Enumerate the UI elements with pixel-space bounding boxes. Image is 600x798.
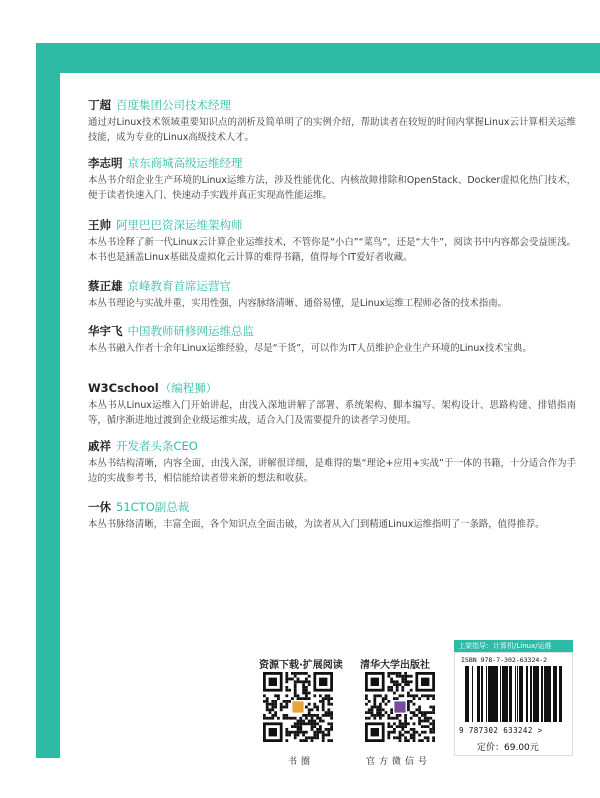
review-text: 本丛书诠释了新一代Linux云计算企业运维技术，不管你是“小白”“菜鸟”，还是“大牛”，阅读书中内容都会受益匪浅。本书也是涵盖Linux基础及虚拟化云计算的难得书籍，值得每个IT爱好者收藏。 <box>88 237 576 263</box>
reviewer-title: （编程狮） <box>159 381 218 395</box>
review-heading <box>88 217 576 233</box>
reviewer-title: 京峰教育首席运营官 <box>127 279 231 293</box>
review-text: 本丛书脉络清晰，丰富全面，各个知识点全面击破，为读者从入门到精通Linux运维指明了一条路，值得推荐。 <box>88 519 545 530</box>
price: 定价：69.00元 <box>477 743 539 753</box>
barcode-box <box>454 652 573 756</box>
qr-left-caption: 资源下载·扩展阅读 <box>259 660 343 671</box>
review-w3cschool <box>88 380 576 428</box>
qr-right-caption: 清华大学出版社 <box>360 660 430 671</box>
reviewer-title: 开发者头条CEO <box>116 439 198 453</box>
frame-left-bar <box>36 43 60 758</box>
reviewer-name: 李志明 <box>88 156 123 170</box>
qr-code-right <box>365 672 435 742</box>
qr-code-left <box>263 672 333 742</box>
reviewer-name: 蔡正雄 <box>88 279 123 293</box>
review-cai-zhengxiong <box>88 278 576 311</box>
review-li-zhiming <box>88 155 576 203</box>
reviewer-name: 戚祥 <box>88 439 111 453</box>
review-text: 本丛书结构清晰，内容全面，由浅入深，讲解很详细，是难得的集“理论+应用+实战”于一体的书籍，十分适合作为手边的实战参考书，相信能给读者带来新的想法和收获。 <box>88 458 576 484</box>
reviewer-title: 京东商城高级运维经理 <box>127 156 243 170</box>
reviewer-title: 百度集团公司技术经理 <box>116 98 231 112</box>
reviewer-title: 阿里巴巴资深运维架构师 <box>116 218 243 232</box>
review-heading <box>88 499 576 515</box>
frame-top-bar <box>36 43 600 73</box>
ean-number: 9 787302 633242 > <box>459 726 543 735</box>
qr-left-label: 书圈 <box>288 757 315 767</box>
review-heading <box>88 438 576 454</box>
review-ding-chao <box>88 97 576 145</box>
reviewer-title: 51CTO副总裁 <box>116 500 190 514</box>
review-text: 本丛书介绍企业生产环境的Linux运维方法，涉及性能优化、内核故障排除和OpenStack、Docker虚拟化热门技术，便于读者快速入门、快速动手实践并真正实现高性能运维。 <box>88 175 576 201</box>
review-hua-yufei <box>88 323 576 356</box>
review-qi-xiang <box>88 438 576 486</box>
review-heading <box>88 380 576 396</box>
review-yi-xiu <box>88 499 576 532</box>
reviewer-name: 王帅 <box>88 218 111 232</box>
review-text: 本丛书理论与实战并重，实用性强，内容脉络清晰、通俗易懂，是Linux运维工程师必备的技术指南。 <box>88 298 508 309</box>
reviewer-name: 丁超 <box>88 98 111 112</box>
reviewer-name: 一休 <box>88 500 111 514</box>
review-text: 通过对Linux技术领域重要知识点的剖析及简单明了的实例介绍，帮助读者在较短的时间内掌握Linux云计算相关运维技能，成为专业的Linux高级技术人才。 <box>88 117 576 143</box>
review-heading <box>88 278 576 294</box>
barcode-icon <box>463 666 565 724</box>
review-heading <box>88 155 576 171</box>
qr-right-label: 官方微信号 <box>366 757 432 767</box>
review-heading <box>88 97 576 113</box>
isbn-number: ISBN 978-7-302-63324-2 <box>461 656 548 664</box>
review-wang-shuai <box>88 217 576 265</box>
shelf-guide-tag: 上架指导：计算机/Linux/运维 <box>454 640 573 652</box>
reviewer-title: 中国教师研修网运维总监 <box>127 324 254 338</box>
reviewer-name: 华宇飞 <box>88 324 123 338</box>
review-heading <box>88 323 576 339</box>
reviewer-name: W3Cschool <box>88 381 159 395</box>
review-text: 本丛书从Linux运维入门开始讲起，由浅入深地讲解了部署、系统架构、脚本编写、架构设计、思路构建、排错指南等，循序渐进地过渡到企业级运维实战，适合入门及需要提升的读者学习使用。 <box>88 400 576 426</box>
review-text: 本丛书融入作者十余年Linux运维经验，尽是“干货”，可以作为IT人员维护企业生产环境的Linux技术宝典。 <box>88 343 532 354</box>
